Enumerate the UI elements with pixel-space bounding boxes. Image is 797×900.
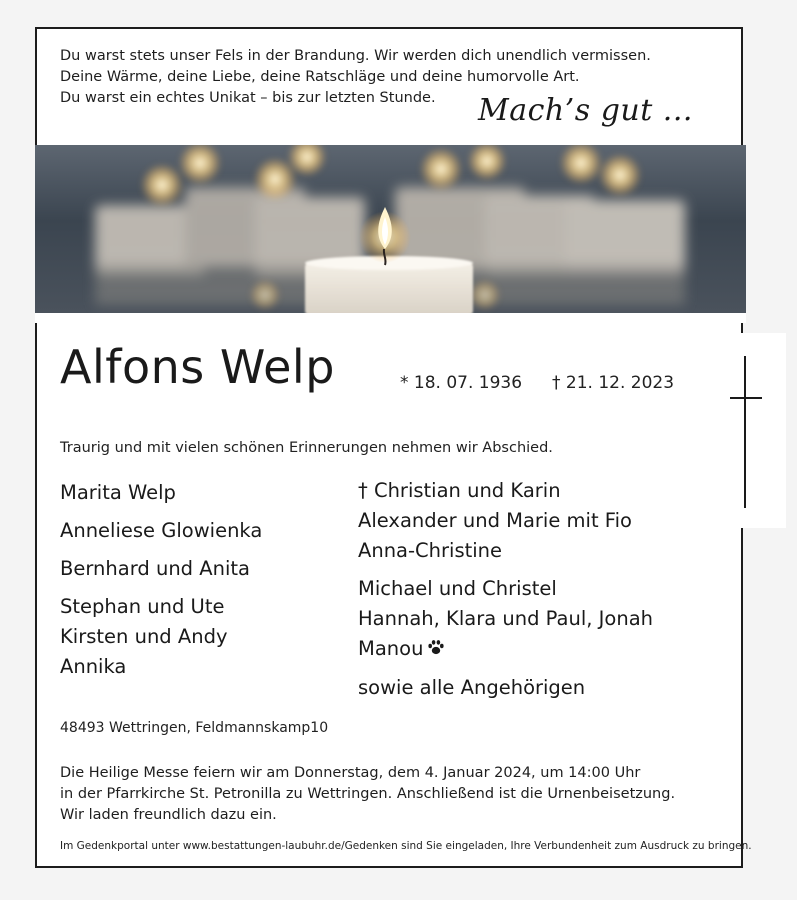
paw-icon: [427, 635, 445, 665]
photo-bottom-band: [35, 313, 746, 323]
candles-photo: [35, 145, 746, 313]
mourner-name: Kirsten und Andy: [60, 625, 228, 648]
memorial-portal-note: Im Gedenkportal unter www.bestattungen-laubuhr.de/Gedenken sind Sie eingeladen, Ihre Verbundenheit zum Ausdruck zu bringen.: [60, 840, 752, 852]
mourner-name: Michael und Christel: [358, 577, 557, 600]
birth-date: * 18. 07. 1936: [400, 373, 523, 393]
mass-line: Wir laden freundlich dazu ein.: [60, 807, 277, 823]
mourner-name: Anna-Christine: [358, 539, 503, 562]
death-date: † 21. 12. 2023: [552, 373, 675, 393]
mourner-name: † Christian und Karin: [358, 479, 561, 502]
mass-line: Die Heilige Messe feiern wir am Donnerstag, dem 4. Januar 2024, um 14:00 Uhr: [60, 765, 641, 781]
farewell-text: Traurig und mit vielen schönen Erinnerungen nehmen wir Abschied.: [60, 440, 553, 456]
mass-announcement: [60, 763, 675, 826]
mourner-name: sowie alle Angehörigen: [358, 675, 586, 699]
deceased-name: Alfons Welp: [60, 340, 335, 394]
mass-line: in der Pfarrkirche St. Petronilla zu Wettringen. Anschließend ist die Urnenbeisetzung.: [60, 786, 676, 802]
mourner-name: Alexander und Marie mit Fio: [358, 509, 632, 532]
mourner-name-with-pet: [358, 634, 653, 665]
mourner-name: Marita Welp: [60, 481, 176, 504]
mourner-name: Stephan und Ute: [60, 595, 225, 618]
cross-panel: [706, 333, 786, 528]
intro-line: Du warst stets unser Fels in der Brandung. Wir werden dich unendlich vermissen.: [60, 48, 651, 64]
mourners-right-column: [358, 476, 653, 703]
mourner-name: Bernhard und Anita: [60, 557, 250, 580]
cross-icon-vertical: [744, 356, 746, 508]
mourner-name: Annika: [60, 655, 127, 678]
cross-icon-horizontal: [730, 397, 762, 399]
address: 48493 Wettringen, Feldmannskamp10: [60, 720, 329, 736]
mourner-name: Manou: [358, 637, 424, 660]
mourner-name: Hannah, Klara und Paul, Jonah: [358, 607, 654, 630]
intro-line: Deine Wärme, deine Liebe, deine Ratschläge und deine humorvolle Art.: [60, 69, 580, 85]
mourner-name: Anneliese Glowienka: [60, 519, 263, 542]
intro-line: Du warst ein echtes Unikat – bis zur letzten Stunde.: [60, 90, 436, 106]
mourners-left-column: [60, 478, 262, 682]
tagline: Mach’s gut ...: [478, 93, 693, 128]
